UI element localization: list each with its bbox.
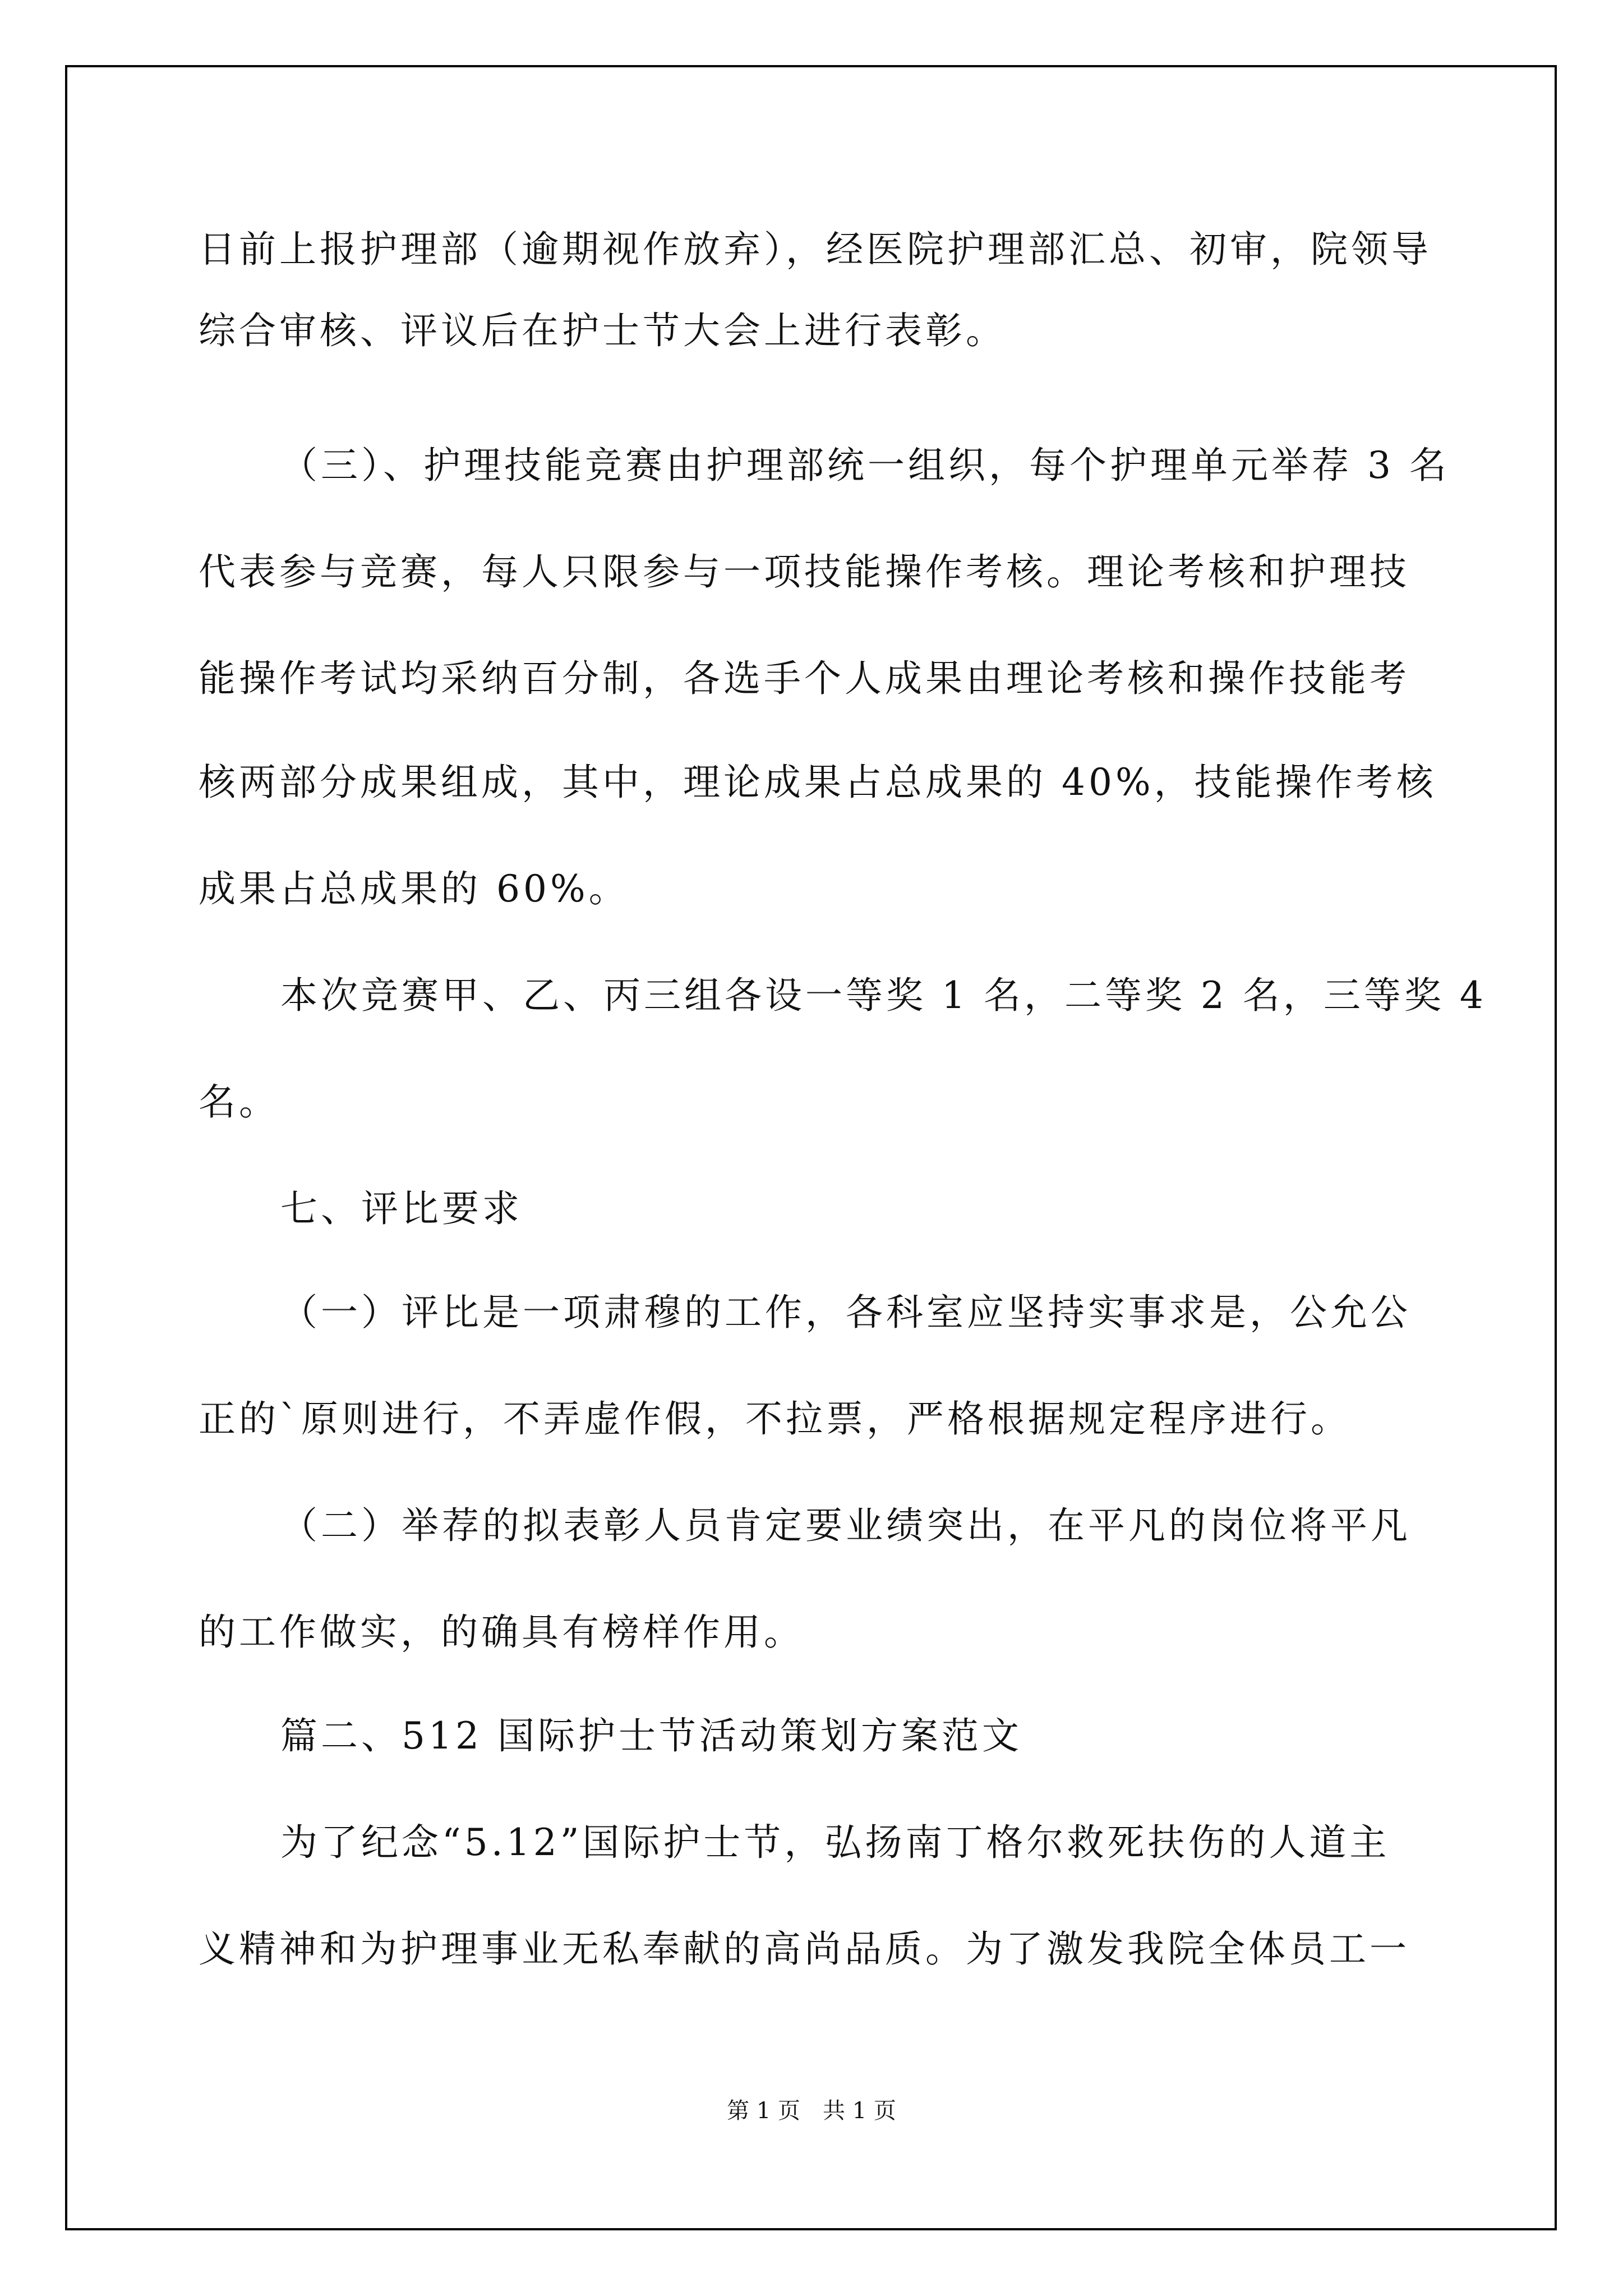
text-line-14: 的工作做实，的确具有榜样作用。 (199, 1611, 804, 1654)
text-line-6: 核两部分成果组成，其中，理论成果占总成果的 40%，技能操作考核 (199, 761, 1437, 804)
text-line-1: 日前上报护理部（逾期视作放弃），经医院护理部汇总、初审，院领导 (199, 228, 1432, 271)
text-line-5: 能操作考试均采纳百分制，各选手个人成果由理论考核和操作技能考 (199, 657, 1410, 700)
page-total: 共 1 页 (823, 2098, 896, 2124)
text-line-8: 本次竞赛甲、乙、丙三组各设一等奖 1 名，二等奖 2 名，三等奖 4 (280, 974, 1487, 1017)
article-title: 篇二、512 国际护士节活动策划方案范文 (280, 1714, 1022, 1757)
text-line-2: 综合审核、评议后在护士节大会上进行表彰。 (199, 309, 1006, 352)
page-footer (0, 2097, 1623, 2125)
page-number: 第 1 页 (727, 2098, 800, 2124)
text-line-17: 义精神和为护理事业无私奉献的高尚品质。为了激发我院全体员工一 (199, 1927, 1410, 1971)
text-line-11: （一）评比是一项肃穆的工作，各科室应坚持实事求是，公允公 (280, 1291, 1411, 1334)
page-border (65, 65, 1557, 2230)
text-line-3: （三）、护理技能竞赛由护理部统一组织，每个护理单元举荐 3 名 (280, 444, 1450, 487)
text-line-7: 成果占总成果的 60%。 (199, 867, 629, 910)
text-line-13: （二）举荐的拟表彰人员肯定要业绩突出，在平凡的岗位将平凡 (280, 1504, 1411, 1547)
text-line-12: 正的`原则进行，不弄虚作假，不拉票，严格根据规定程序进行。 (199, 1397, 1351, 1441)
text-line-9: 名。 (199, 1080, 279, 1124)
text-line-4: 代表参与竞赛，每人只限参与一项技能操作考核。理论考核和护理技 (199, 550, 1410, 593)
section-heading: 七、评比要求 (280, 1187, 523, 1230)
text-line-16: 为了纪念“5.12”国际护士节，弘扬南丁格尔救死扶伤的人道主 (280, 1821, 1390, 1864)
